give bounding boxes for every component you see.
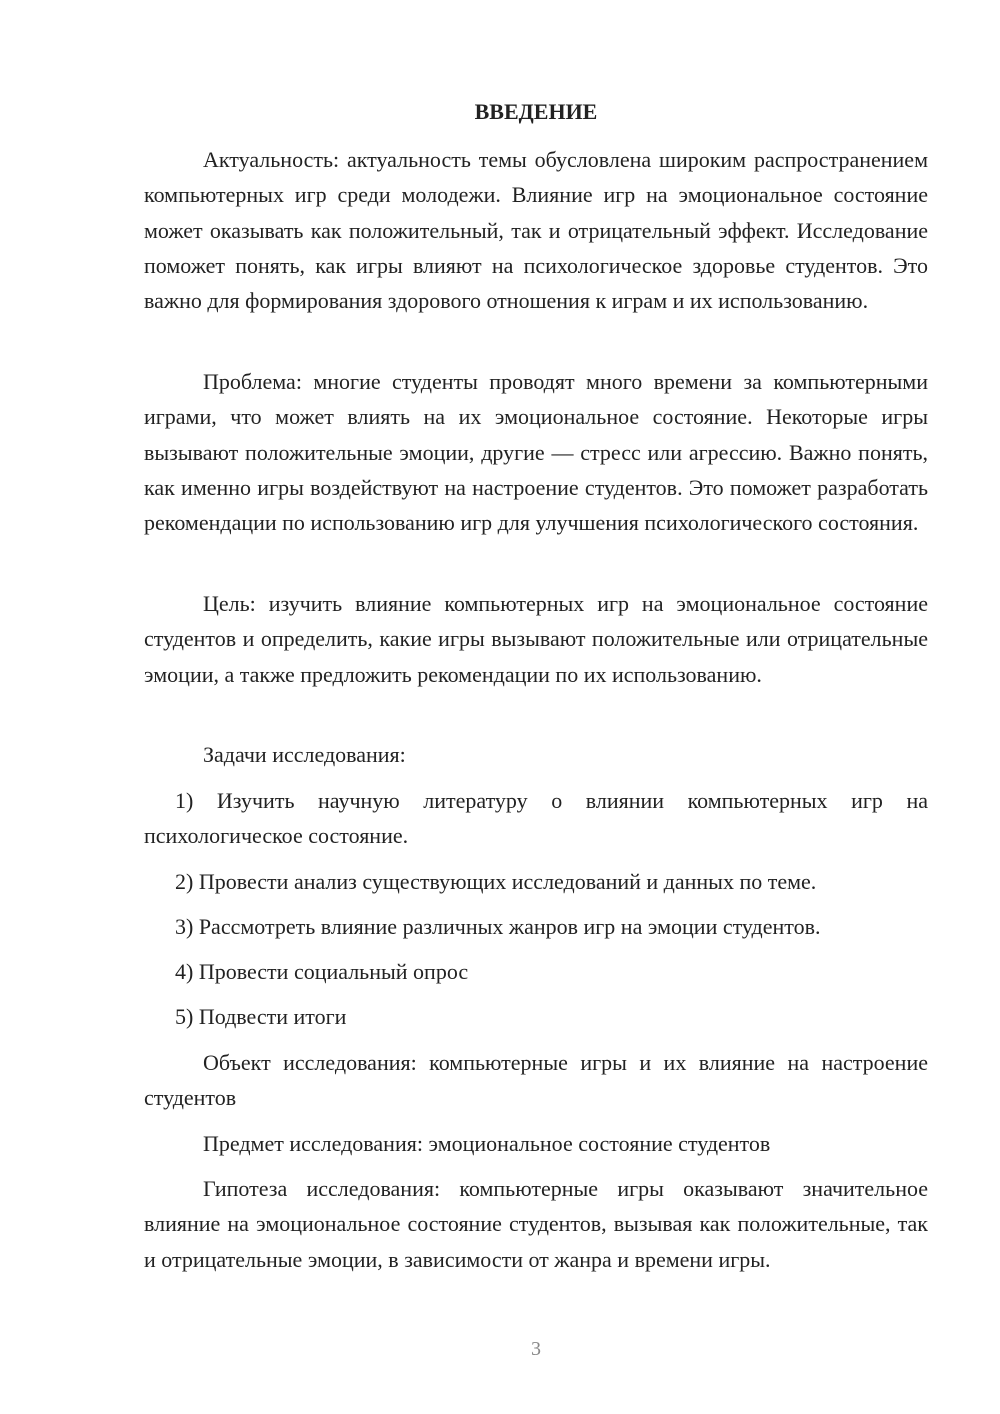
task-item-3: 3) Рассмотреть влияние различных жанров игр на эмоции студентов.	[175, 914, 821, 939]
task-item-1: 1) Изучить научную литературу о влиянии компьютерных игр на психологическое состояние.	[144, 788, 928, 849]
paragraph-problem: Проблема: многие студенты проводят много времени за компьютерными играми, что может влиять на их эмоциональное состояние. Некоторые игры вызывают положительные эмоции, другие — стресс или агрессию. Важно понять, как именно игры воздействуют на настроение студентов. Это поможет разработать рекомендации по использованию игр для улучшения психологического состояния.	[144, 369, 928, 536]
task-item-2: 2) Провести анализ существующих исследований и данных по теме.	[175, 869, 817, 894]
paragraph-relevance: Актуальность: актуальность темы обусловлена широким распространением компьютерных игр среди молодежи. Влияние игр на эмоциональное состояние может оказывать как положительный, так и отрицательный эффект. Исследование поможет понять, как игры влияют на психологическое здоровье студентов. Это важно для формирования здорового отношения к играм и их использованию.	[144, 147, 928, 314]
paragraph-subject: Предмет исследования: эмоциональное состояние студентов	[203, 1131, 771, 1156]
page-number: 3	[531, 1338, 541, 1360]
paragraph-hypothesis: Гипотеза исследования: компьютерные игры оказывают значительное влияние на эмоциональное состояние студентов, вызывая как положительные, так и отрицательные эмоции, в зависимости от жанра и времени игры.	[144, 1176, 928, 1272]
paragraph-object: Объект исследования: компьютерные игры и их влияние на настроение студентов	[144, 1050, 928, 1111]
paragraph-goal: Цель: изучить влияние компьютерных игр на эмоциональное состояние студентов и определить, какие игры вызывают положительные или отрицательные эмоции, а также предложить рекомендации по их использованию.	[144, 591, 928, 687]
page-title: ВВЕДЕНИЕ	[474, 99, 598, 124]
task-item-4: 4) Провести социальный опрос	[175, 959, 469, 984]
task-item-5: 5) Подвести итоги	[175, 1004, 347, 1029]
tasks-heading: Задачи исследования:	[203, 742, 406, 767]
